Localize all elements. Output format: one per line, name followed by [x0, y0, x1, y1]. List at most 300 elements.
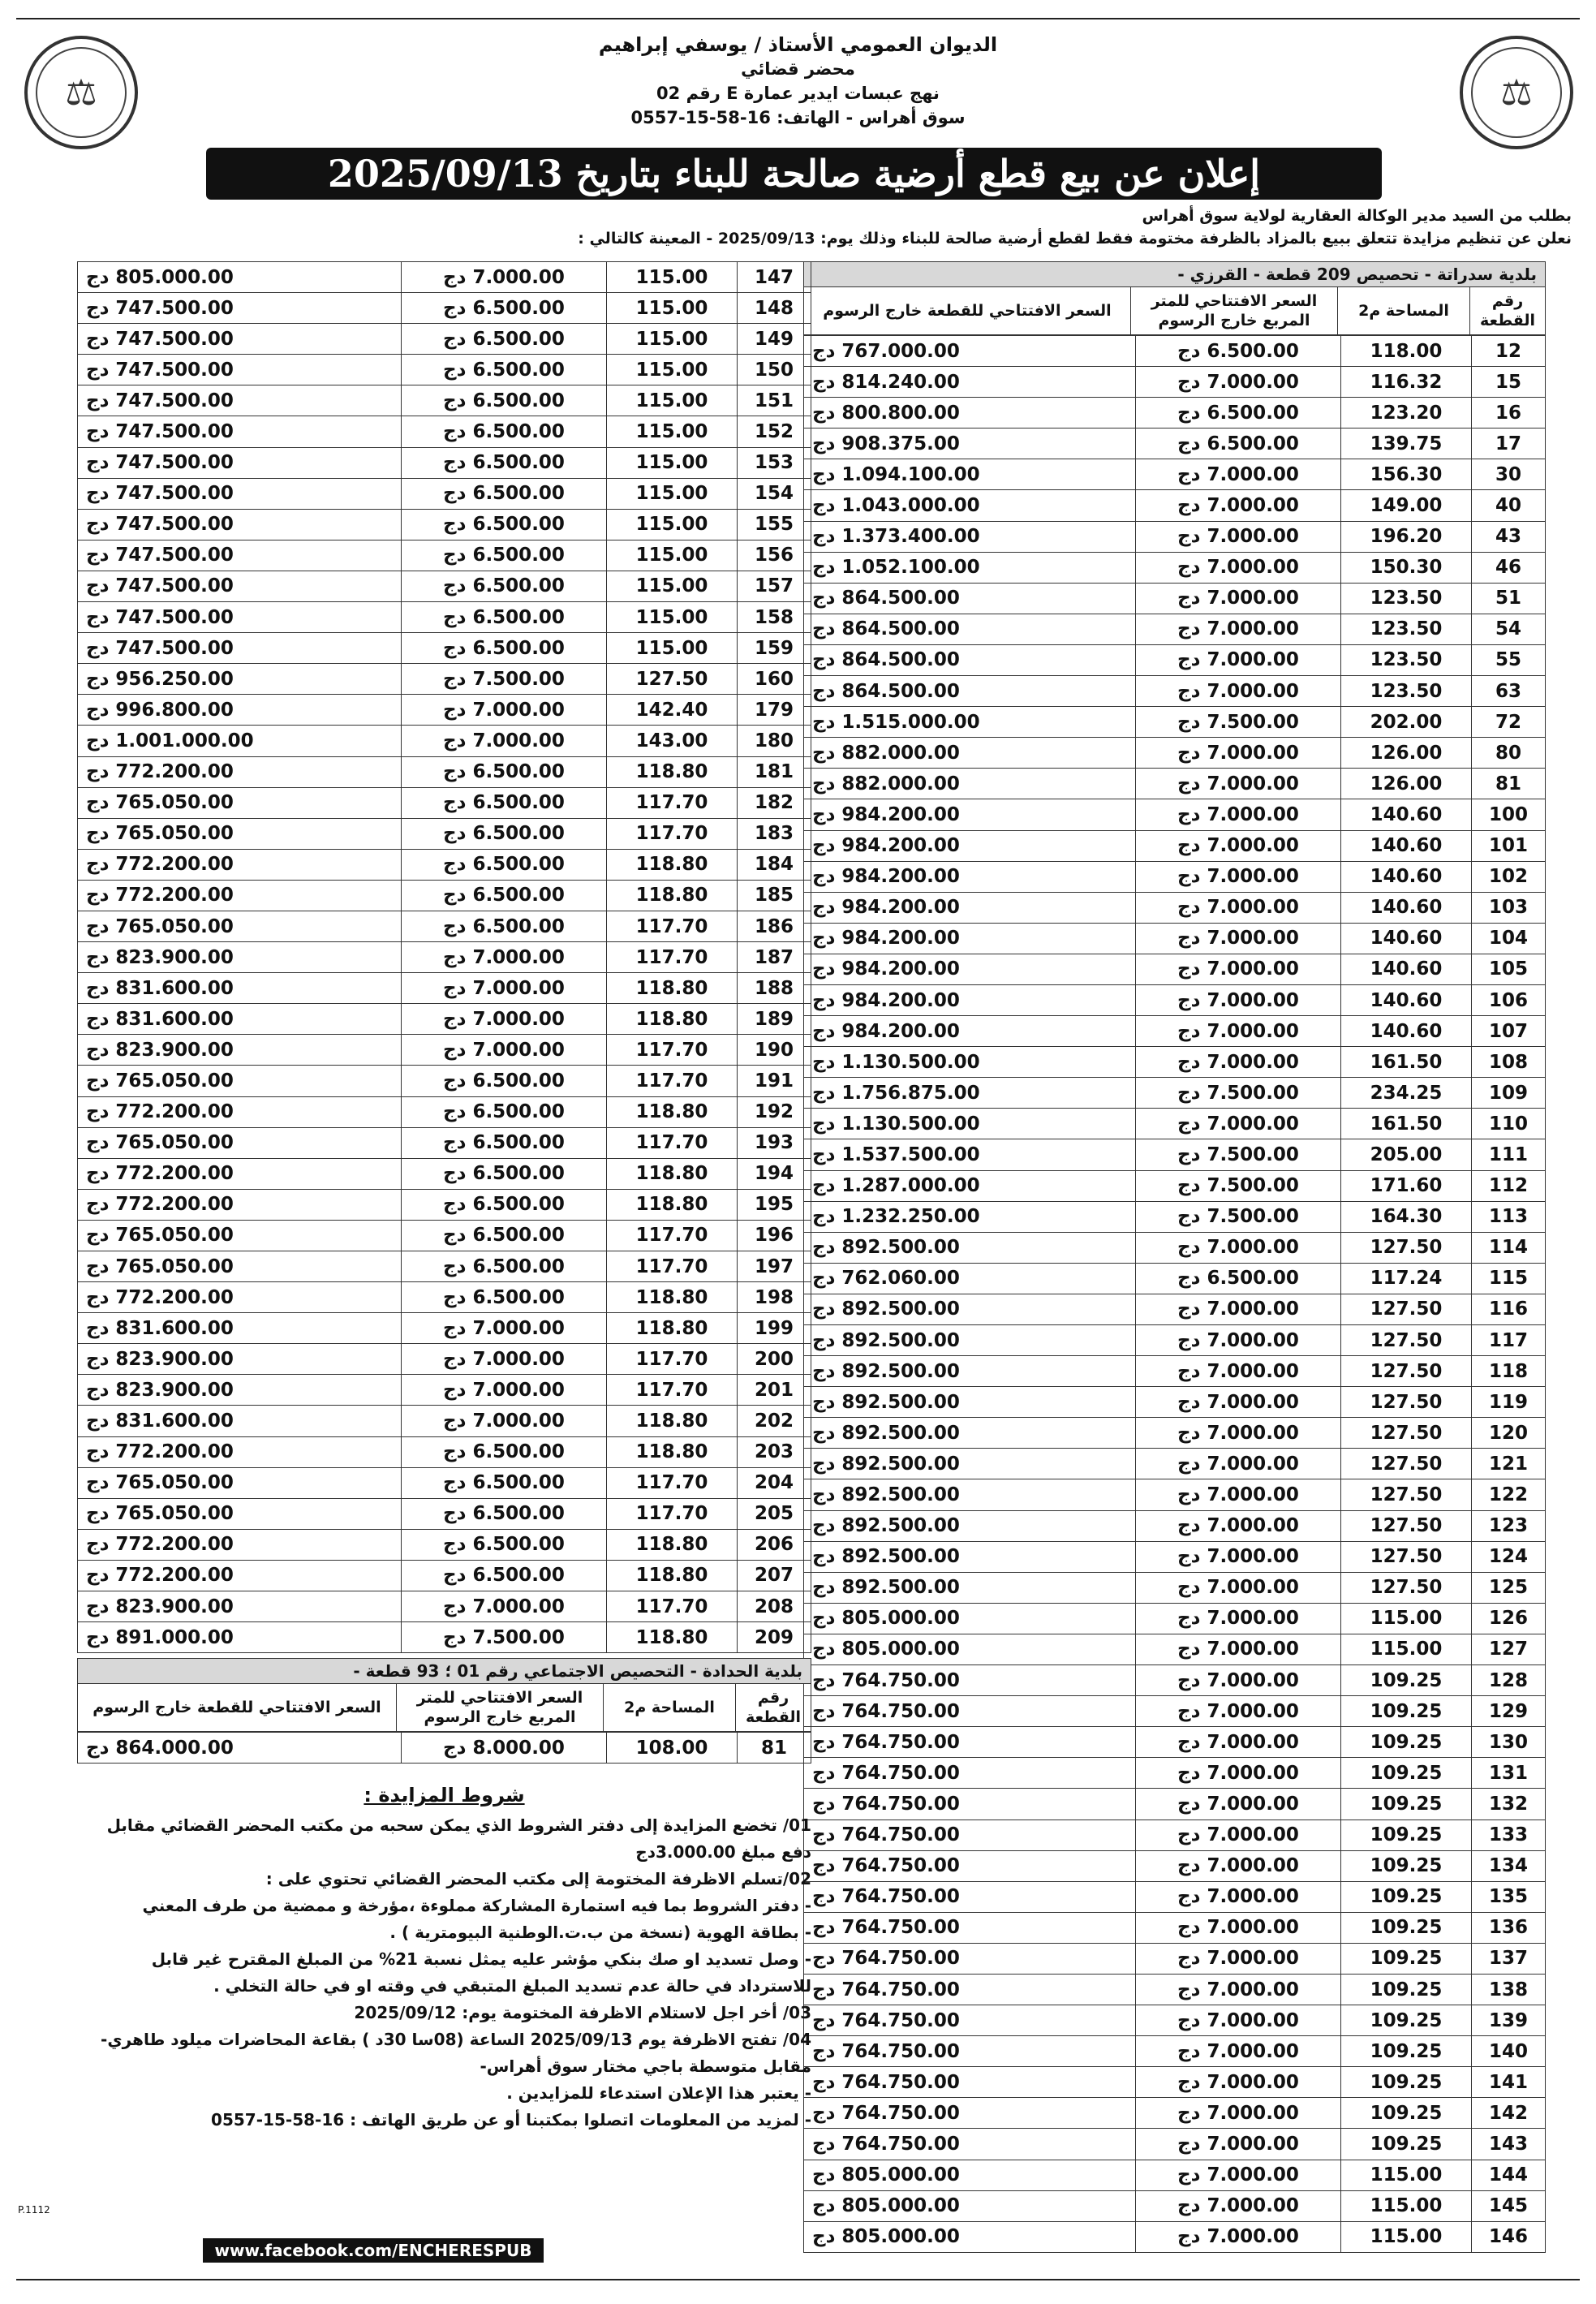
lot-area: 117.70 — [607, 1344, 738, 1375]
table-row — [804, 552, 1546, 583]
table-row — [78, 1375, 811, 1406]
lot-area: 109.25 — [1341, 1727, 1472, 1758]
lot-price-per-m2: 7.000.00 دج — [1136, 583, 1341, 614]
lot-area: 117.70 — [607, 1035, 738, 1066]
lot-number: 200 — [738, 1344, 811, 1375]
lot-number: 139 — [1472, 2005, 1546, 2036]
lot-price-per-m2: 6.500.00 دج — [402, 756, 607, 787]
lot-total-price: 772.200.00 دج — [78, 1282, 402, 1313]
lot-price-per-m2: 7.000.00 دج — [1136, 459, 1341, 490]
lot-total-price: 882.000.00 دج — [804, 769, 1136, 799]
table-row — [804, 1510, 1546, 1541]
lot-price-per-m2: 7.000.00 دج — [1136, 1912, 1341, 1943]
lot-area: 118.80 — [607, 1158, 738, 1189]
table-row — [78, 1344, 811, 1375]
lot-price-per-m2: 7.000.00 دج — [402, 726, 607, 756]
lot-total-price: 892.500.00 دج — [804, 1510, 1136, 1541]
lot-number: 150 — [738, 355, 811, 385]
lot-number: 149 — [738, 324, 811, 355]
lot-total-price: 765.050.00 دج — [78, 1498, 402, 1529]
lot-price-per-m2: 7.000.00 دج — [402, 695, 607, 726]
intro-line-2: نعلن عن تنظيم مزايدة تتعلق ببيع بالمزاد بالظرفة مختومة فقط لقطع أرضية صالحة للبناء وذلك يوم: 2025/09/13 - المعينة كالتالي : — [578, 230, 1572, 248]
lot-total-price: 764.750.00 دج — [804, 2067, 1136, 2098]
lot-number: 206 — [738, 1529, 811, 1560]
lot-area: 142.40 — [607, 695, 738, 726]
lot-number: 203 — [738, 1436, 811, 1467]
table-row — [804, 1572, 1546, 1603]
lot-total-price: 984.200.00 دج — [804, 892, 1136, 923]
table-row — [78, 849, 811, 880]
lot-total-price: 984.200.00 دج — [804, 923, 1136, 954]
table-row — [804, 459, 1546, 490]
lot-area: 143.00 — [607, 726, 738, 756]
lot-area: 118.80 — [607, 1436, 738, 1467]
lot-price-per-m2: 7.000.00 دج — [1136, 1943, 1341, 1974]
lot-total-price: 984.200.00 دج — [804, 984, 1136, 1015]
lot-number: 196 — [738, 1220, 811, 1251]
lot-number: 145 — [1472, 2190, 1546, 2221]
lot-total-price: 892.500.00 دج — [804, 1541, 1136, 1572]
lot-number: 107 — [1472, 1016, 1546, 1047]
lot-number: 137 — [1472, 1943, 1546, 1974]
table-row — [804, 1139, 1546, 1170]
lot-area: 117.70 — [607, 1375, 738, 1406]
lot-total-price: 764.750.00 دج — [804, 1912, 1136, 1943]
lot-price-per-m2: 6.500.00 دج — [402, 1251, 607, 1282]
table-row — [804, 2160, 1546, 2190]
lot-area: 202.00 — [1341, 707, 1472, 738]
lot-total-price: 864.000.00 دج — [78, 1733, 402, 1764]
lot-price-per-m2: 7.000.00 دج — [1136, 1850, 1341, 1881]
auction-conditions — [77, 1782, 811, 2134]
lot-area: 109.25 — [1341, 1850, 1472, 1881]
lot-area: 109.25 — [1341, 1789, 1472, 1820]
lot-total-price: 1.130.500.00 دج — [804, 1109, 1136, 1139]
lot-number: 120 — [1472, 1418, 1546, 1449]
lot-price-per-m2: 7.000.00 دج — [1136, 1109, 1341, 1139]
table-row — [804, 1418, 1546, 1449]
top-border — [16, 18, 1580, 19]
lot-total-price: 764.750.00 دج — [804, 1758, 1136, 1789]
lot-total-price: 892.500.00 دج — [804, 1572, 1136, 1603]
lot-area: 109.25 — [1341, 1758, 1472, 1789]
table-row — [78, 602, 811, 633]
lot-total-price: 1.373.400.00 دج — [804, 521, 1136, 552]
lot-area: 109.25 — [1341, 1912, 1472, 1943]
lot-number: 115 — [1472, 1263, 1546, 1294]
lot-area: 127.50 — [1341, 1387, 1472, 1418]
lot-area: 127.50 — [1341, 1325, 1472, 1356]
table-row — [804, 336, 1546, 367]
lot-number: 192 — [738, 1096, 811, 1127]
lot-area: 117.70 — [607, 1251, 738, 1282]
lot-price-per-m2: 7.000.00 دج — [1136, 1510, 1341, 1541]
lot-area: 109.25 — [1341, 1943, 1472, 1974]
lot-number: 183 — [738, 818, 811, 849]
lot-total-price: 805.000.00 دج — [804, 2190, 1136, 2221]
lot-total-price: 1.515.000.00 دج — [804, 707, 1136, 738]
lot-price-per-m2: 7.000.00 دج — [1136, 861, 1341, 892]
lot-price-per-m2: 7.500.00 دج — [402, 1622, 607, 1653]
lot-number: 117 — [1472, 1325, 1546, 1356]
lot-number: 146 — [1472, 2221, 1546, 2252]
lot-number: 54 — [1472, 614, 1546, 644]
lot-area: 140.60 — [1341, 892, 1472, 923]
table-row — [804, 1078, 1546, 1109]
lot-number: 129 — [1472, 1696, 1546, 1727]
table-row — [804, 738, 1546, 769]
table-row — [804, 398, 1546, 429]
table-row — [804, 1603, 1546, 1634]
lot-number: 147 — [738, 262, 811, 293]
lot-total-price: 747.500.00 دج — [78, 509, 402, 540]
lot-area: 126.00 — [1341, 769, 1472, 799]
lot-price-per-m2: 7.000.00 دج — [402, 1406, 607, 1436]
lot-number: 141 — [1472, 2067, 1546, 2098]
lot-area: 171.60 — [1341, 1170, 1472, 1201]
lot-number: 182 — [738, 787, 811, 818]
lot-total-price: 984.200.00 دج — [804, 861, 1136, 892]
lot-total-price: 823.900.00 دج — [78, 1375, 402, 1406]
lot-number: 105 — [1472, 954, 1546, 984]
lot-total-price: 892.500.00 دج — [804, 1325, 1136, 1356]
lot-number: 144 — [1472, 2160, 1546, 2190]
lot-area: 123.50 — [1341, 583, 1472, 614]
lot-number: 40 — [1472, 490, 1546, 521]
lot-area: 118.00 — [1341, 336, 1472, 367]
lot-total-price: 831.600.00 دج — [78, 1406, 402, 1436]
lot-area: 118.80 — [607, 880, 738, 911]
table-row — [804, 861, 1546, 892]
lot-price-per-m2: 8.000.00 دج — [402, 1733, 607, 1764]
lot-total-price: 772.200.00 دج — [78, 1158, 402, 1189]
lot-total-price: 805.000.00 دج — [804, 2221, 1136, 2252]
lot-number: 195 — [738, 1189, 811, 1220]
col-lot: رقم القطعة — [736, 1684, 811, 1732]
lot-area: 109.25 — [1341, 2098, 1472, 2129]
table-row — [804, 1850, 1546, 1881]
lot-area: 127.50 — [1341, 1294, 1472, 1324]
lot-price-per-m2: 6.500.00 دج — [402, 1529, 607, 1560]
lot-price-per-m2: 7.000.00 دج — [1136, 1881, 1341, 1912]
lot-area: 140.60 — [1341, 954, 1472, 984]
table-row — [78, 509, 811, 540]
lot-area: 140.60 — [1341, 923, 1472, 954]
table-row — [804, 1294, 1546, 1324]
lot-area: 118.80 — [607, 1529, 738, 1560]
table-row — [804, 1356, 1546, 1387]
lot-total-price: 772.200.00 دج — [78, 756, 402, 787]
table-row — [78, 726, 811, 756]
lot-number: 51 — [1472, 583, 1546, 614]
lot-price-per-m2: 6.500.00 دج — [402, 355, 607, 385]
lot-area: 115.00 — [1341, 1603, 1472, 1634]
lot-number: 148 — [738, 293, 811, 324]
lot-number: 101 — [1472, 830, 1546, 861]
office-name: الديوان العمومي الأستاذ / يوسفي إبراهيم — [598, 33, 998, 56]
table-row — [804, 1170, 1546, 1201]
section2-rows — [77, 1732, 811, 1764]
lot-price-per-m2: 7.000.00 دج — [1136, 2160, 1341, 2190]
facebook-link[interactable]: www.facebook.com/ENCHERESPUB — [203, 2238, 544, 2263]
lot-area: 115.00 — [1341, 2160, 1472, 2190]
table-row — [804, 1943, 1546, 1974]
table-row — [78, 1035, 811, 1066]
lot-number: 208 — [738, 1591, 811, 1622]
lot-number: 124 — [1472, 1541, 1546, 1572]
lot-area: 196.20 — [1341, 521, 1472, 552]
lot-total-price: 1.756.875.00 دج — [804, 1078, 1136, 1109]
section1-rows-left — [77, 261, 811, 1653]
lot-number: 125 — [1472, 1572, 1546, 1603]
lot-price-per-m2: 7.000.00 دج — [1136, 2036, 1341, 2067]
lot-area: 118.80 — [607, 1189, 738, 1220]
lot-total-price: 831.600.00 دج — [78, 1313, 402, 1344]
lot-total-price: 882.000.00 دج — [804, 738, 1136, 769]
lot-area: 140.60 — [1341, 984, 1472, 1015]
lot-total-price: 864.500.00 دج — [804, 644, 1136, 675]
lot-total-price: 765.050.00 دج — [78, 818, 402, 849]
lot-price-per-m2: 7.000.00 دج — [1136, 2190, 1341, 2221]
lot-total-price: 764.750.00 دج — [804, 2036, 1136, 2067]
lot-total-price: 764.750.00 دج — [804, 1974, 1136, 2005]
table-row — [78, 416, 811, 447]
lot-area: 123.20 — [1341, 398, 1472, 429]
lot-number: 46 — [1472, 552, 1546, 583]
lot-area: 149.00 — [1341, 490, 1472, 521]
lot-price-per-m2: 7.000.00 دج — [1136, 1634, 1341, 1664]
lot-total-price: 772.200.00 دج — [78, 1529, 402, 1560]
lot-total-price: 765.050.00 دج — [78, 1220, 402, 1251]
lot-total-price: 892.500.00 دج — [804, 1418, 1136, 1449]
table-row — [78, 633, 811, 664]
lot-total-price: 764.750.00 دج — [804, 1727, 1136, 1758]
office-phone: سوق أهراس - الهاتف: 16-58-15-0557 — [630, 108, 966, 127]
table-row — [804, 644, 1546, 675]
table-row — [78, 1158, 811, 1189]
lot-price-per-m2: 7.500.00 دج — [402, 664, 607, 695]
lot-number: 123 — [1472, 1510, 1546, 1541]
table-row — [804, 984, 1546, 1015]
lot-total-price: 1.287.000.00 دج — [804, 1170, 1136, 1201]
lot-area: 117.70 — [607, 818, 738, 849]
lot-total-price: 1.043.000.00 دج — [804, 490, 1136, 521]
table-row — [804, 1109, 1546, 1139]
lot-area: 115.00 — [1341, 2221, 1472, 2252]
lot-area: 109.25 — [1341, 2005, 1472, 2036]
lot-area: 115.00 — [607, 262, 738, 293]
lot-area: 117.70 — [607, 787, 738, 818]
lot-total-price: 891.000.00 دج — [78, 1622, 402, 1653]
lot-price-per-m2: 6.500.00 دج — [402, 1158, 607, 1189]
table-row — [804, 1201, 1546, 1232]
table-row — [804, 1820, 1546, 1850]
lot-area: 127.50 — [1341, 1541, 1472, 1572]
lot-area: 118.80 — [607, 756, 738, 787]
lot-number: 158 — [738, 602, 811, 633]
lot-total-price: 772.200.00 دج — [78, 880, 402, 911]
lot-number: 108 — [1472, 1047, 1546, 1078]
lot-price-per-m2: 7.000.00 دج — [402, 1313, 607, 1344]
lot-total-price: 908.375.00 دج — [804, 429, 1136, 459]
lot-total-price: 767.000.00 دج — [804, 336, 1136, 367]
table-row — [78, 262, 811, 293]
lot-price-per-m2: 6.500.00 دج — [402, 509, 607, 540]
section1-right-table — [803, 261, 1546, 2253]
lot-price-per-m2: 7.000.00 دج — [1136, 892, 1341, 923]
lot-area: 127.50 — [1341, 1449, 1472, 1479]
lot-number: 106 — [1472, 984, 1546, 1015]
table-row — [78, 1591, 811, 1622]
table-row — [804, 1696, 1546, 1727]
lot-price-per-m2: 7.000.00 دج — [1136, 1232, 1341, 1263]
lot-price-per-m2: 7.000.00 دج — [402, 973, 607, 1004]
table-row — [804, 1449, 1546, 1479]
lot-number: 194 — [738, 1158, 811, 1189]
page-title: إعلان عن بيع قطع أرضية صالحة للبناء بتاريخ 2025/09/13 — [206, 148, 1382, 200]
table-row — [804, 2129, 1546, 2160]
table-row — [78, 1220, 811, 1251]
lot-total-price: 1.001.000.00 دج — [78, 726, 402, 756]
lot-area: 234.25 — [1341, 1078, 1472, 1109]
lot-price-per-m2: 7.000.00 دج — [402, 1375, 607, 1406]
lot-number: 128 — [1472, 1665, 1546, 1696]
lot-number: 126 — [1472, 1603, 1546, 1634]
lot-total-price: 800.800.00 دج — [804, 398, 1136, 429]
lot-total-price: 747.500.00 دج — [78, 416, 402, 447]
table-row — [78, 1436, 811, 1467]
lot-area: 118.80 — [607, 973, 738, 1004]
lot-number: 127 — [1472, 1634, 1546, 1664]
table-row — [78, 1560, 811, 1591]
lot-price-per-m2: 6.500.00 دج — [402, 478, 607, 509]
table-row — [78, 1096, 811, 1127]
lot-number: 140 — [1472, 2036, 1546, 2067]
lot-price-per-m2: 6.500.00 دج — [402, 571, 607, 601]
lot-price-per-m2: 7.000.00 دج — [402, 942, 607, 973]
lot-total-price: 956.250.00 دج — [78, 664, 402, 695]
lot-number: 138 — [1472, 1974, 1546, 2005]
col-area: المساحة م2 — [604, 1684, 736, 1732]
table-row — [78, 664, 811, 695]
table-row — [78, 385, 811, 416]
lot-area: 116.32 — [1341, 367, 1472, 398]
lot-total-price: 892.500.00 دج — [804, 1294, 1136, 1324]
lot-total-price: 892.500.00 دج — [804, 1232, 1136, 1263]
table-row — [804, 2190, 1546, 2221]
lot-number: 81 — [1472, 769, 1546, 799]
lot-price-per-m2: 7.000.00 دج — [1136, 769, 1341, 799]
lot-number: 30 — [1472, 459, 1546, 490]
lot-number: 104 — [1472, 923, 1546, 954]
lot-price-per-m2: 7.000.00 دج — [1136, 521, 1341, 552]
lot-number: 81 — [738, 1733, 811, 1764]
table-row — [804, 1912, 1546, 1943]
lot-price-per-m2: 7.000.00 دج — [1136, 1449, 1341, 1479]
lot-number: 199 — [738, 1313, 811, 1344]
lot-number: 136 — [1472, 1912, 1546, 1943]
condition-line: - دفتر الشروط بما فيه استمارة المشاركة مملوءة ،مؤرخة و ممضية من طرف المعني — [142, 1896, 811, 1915]
lot-number: 12 — [1472, 336, 1546, 367]
lot-price-per-m2: 6.500.00 دج — [402, 633, 607, 664]
table-row — [78, 1498, 811, 1529]
lot-price-per-m2: 7.500.00 دج — [1136, 707, 1341, 738]
lot-total-price: 764.750.00 دج — [804, 1943, 1136, 1974]
office-role: محضر قضائي — [741, 59, 855, 79]
lot-price-per-m2: 6.500.00 دج — [402, 385, 607, 416]
lot-number: 156 — [738, 540, 811, 571]
lot-total-price: 831.600.00 دج — [78, 1004, 402, 1035]
lot-number: 55 — [1472, 644, 1546, 675]
lot-area: 140.60 — [1341, 799, 1472, 830]
lot-price-per-m2: 7.000.00 دج — [1136, 2067, 1341, 2098]
lot-number: 100 — [1472, 799, 1546, 830]
lot-area: 118.80 — [607, 1622, 738, 1653]
lot-total-price: 747.500.00 دج — [78, 571, 402, 601]
lot-area: 127.50 — [1341, 1418, 1472, 1449]
scales-icon: ⚖ — [1471, 47, 1562, 138]
lot-price-per-m2: 6.500.00 دج — [402, 911, 607, 941]
lot-price-per-m2: 7.000.00 دج — [402, 1591, 607, 1622]
lot-price-per-m2: 7.000.00 دج — [1136, 2129, 1341, 2160]
lot-total-price: 747.500.00 دج — [78, 540, 402, 571]
table-row — [804, 707, 1546, 738]
lot-price-per-m2: 7.000.00 دج — [1136, 676, 1341, 707]
lot-price-per-m2: 7.000.00 دج — [1136, 984, 1341, 1015]
lot-area: 139.75 — [1341, 429, 1472, 459]
table-row — [804, 583, 1546, 614]
lot-number: 132 — [1472, 1789, 1546, 1820]
condition-line: 03/ أخر اجل لاستلام الاظرفة المختومة يوم: 2025/09/12 — [354, 2003, 811, 2022]
lot-price-per-m2: 6.500.00 دج — [1136, 429, 1341, 459]
publication-code: P.1112 — [18, 2204, 50, 2216]
table-row — [78, 324, 811, 355]
bottom-border — [16, 2279, 1580, 2280]
condition-line: - وصل تسديد او صك بنكي مؤشر عليه يمثل نسبة 21% من المبلغ المقترح غير قابل للاسترداد في حالة عدم تسديد المبلغ المتبقي في وقته او في حالة التخلي . — [151, 1949, 811, 1996]
table-row — [78, 695, 811, 726]
lot-price-per-m2: 7.500.00 دج — [1136, 1201, 1341, 1232]
lot-area: 161.50 — [1341, 1047, 1472, 1078]
table-row — [804, 1047, 1546, 1078]
lot-price-per-m2: 7.000.00 دج — [402, 1035, 607, 1066]
lot-number: 121 — [1472, 1449, 1546, 1479]
lot-number: 109 — [1472, 1078, 1546, 1109]
lot-total-price: 764.750.00 دج — [804, 2129, 1136, 2160]
lot-total-price: 805.000.00 دج — [804, 2160, 1136, 2190]
lot-price-per-m2: 7.000.00 دج — [1136, 2098, 1341, 2129]
lot-total-price: 984.200.00 دج — [804, 799, 1136, 830]
lot-number: 155 — [738, 509, 811, 540]
lot-price-per-m2: 7.000.00 دج — [1136, 799, 1341, 830]
lot-number: 160 — [738, 664, 811, 695]
table-row — [804, 1727, 1546, 1758]
lot-area: 115.00 — [607, 416, 738, 447]
lot-price-per-m2: 7.000.00 دج — [1136, 1758, 1341, 1789]
lot-price-per-m2: 6.500.00 دج — [402, 293, 607, 324]
lot-area: 115.00 — [607, 602, 738, 633]
lot-total-price: 823.900.00 دج — [78, 942, 402, 973]
table-row — [78, 571, 811, 601]
table-row — [78, 1004, 811, 1035]
lot-total-price: 984.200.00 دج — [804, 1016, 1136, 1047]
lot-number: 185 — [738, 880, 811, 911]
lot-number: 119 — [1472, 1387, 1546, 1418]
lot-price-per-m2: 6.500.00 دج — [402, 1436, 607, 1467]
lot-total-price: 996.800.00 دج — [78, 695, 402, 726]
lot-number: 207 — [738, 1560, 811, 1591]
lot-price-per-m2: 7.000.00 دج — [1136, 1789, 1341, 1820]
lot-area: 150.30 — [1341, 552, 1472, 583]
